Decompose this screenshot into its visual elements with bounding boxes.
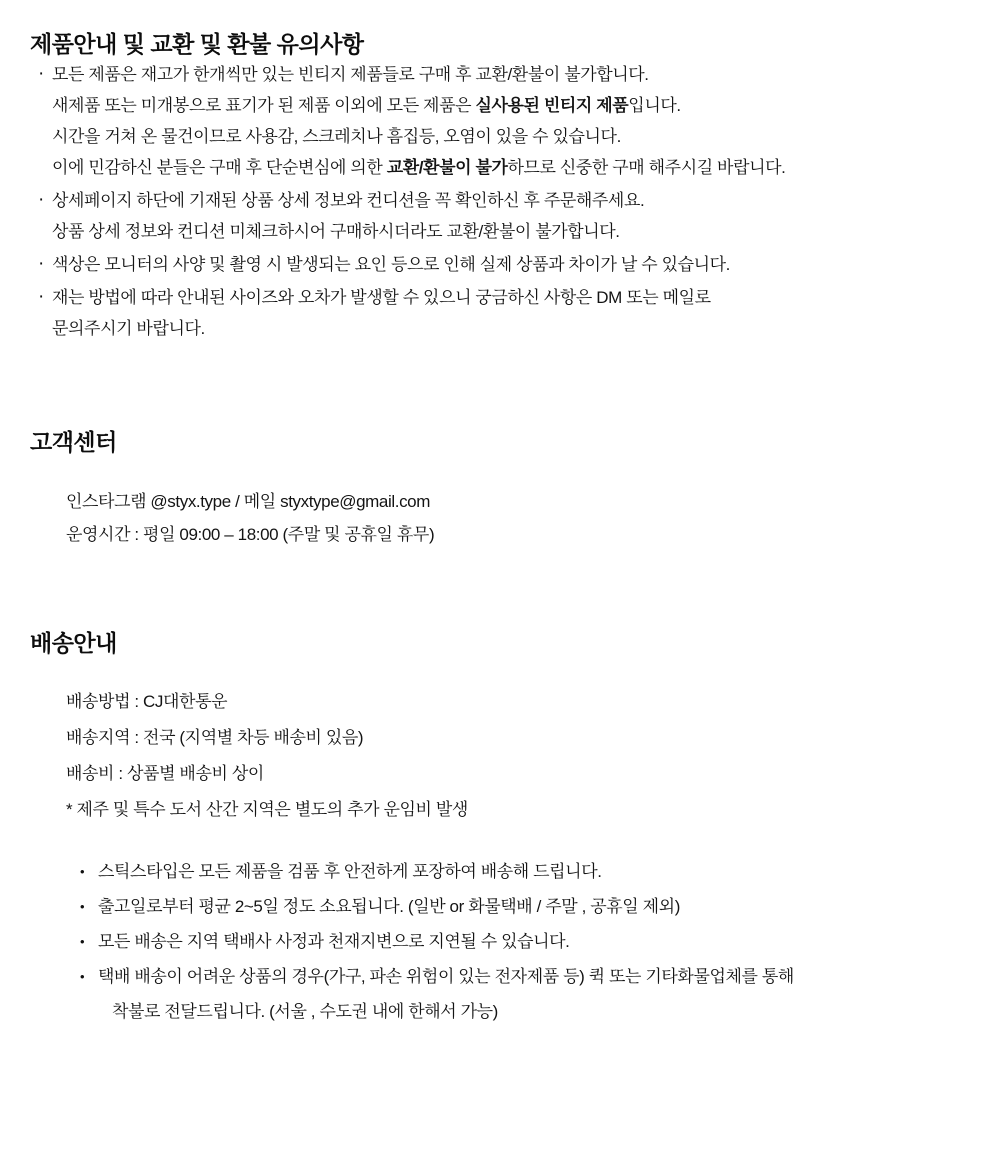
shipping-region: 배송지역 : 전국 (지역별 차등 배송비 있음)	[66, 728, 364, 747]
customer-center-body	[30, 485, 970, 551]
customer-center-section	[30, 424, 970, 551]
shipping-section	[30, 625, 970, 1029]
list-item	[30, 249, 970, 280]
customer-center-contact: 인스타그램 @styx.type / 메일 styxtype@gmail.com	[66, 492, 430, 511]
notice-list	[30, 59, 970, 344]
shipping-bullet-line: • 출고일로부터 평균 2~5일 정도 소요됩니다. (일반 or 화물택배 / 주말 , 공휴일 제외)	[98, 897, 680, 916]
shipping-bullet-line: • 택배 배송이 어려운 상품의 경우(가구, 파손 위험이 있는 전자제품 등) 퀵 또는 기타화물업체를 통해	[98, 967, 794, 986]
notice-line: · 상세페이지 하단에 기재된 상품 상세 정보와 컨디션을 꼭 확인하신 후 주문해주세요.	[52, 191, 645, 210]
notice-line-post: 입니다.	[628, 96, 681, 115]
list-item	[78, 924, 970, 959]
notice-line-pre: 이에 민감하신 분들은 구매 후 단순변심에 의한	[52, 158, 387, 177]
notice-line	[52, 90, 970, 121]
shipping-bullet-line: 착불로 전달드립니다. (서울 , 수도권 내에 한해서 가능)	[112, 1002, 498, 1021]
notice-line: 상품 상세 정보와 컨디션 미체크하시어 구매하시더라도 교환/환불이 불가합니다.	[52, 222, 620, 241]
shipping-extra-fee-note: * 제주 및 특수 도서 산간 지역은 별도의 추가 운임비 발생	[66, 800, 468, 819]
notice-line: 문의주시기 바랍니다.	[52, 319, 205, 338]
notice-title: 제품안내 및 교환 및 환불 유의사항	[30, 31, 364, 57]
list-item	[78, 854, 970, 889]
list-item	[30, 59, 970, 183]
notice-line-emphasis: 실사용된 빈티지 제품	[475, 96, 629, 115]
notice-line-emphasis: 교환/환불이 불가	[386, 158, 508, 177]
notice-line: · 모든 제품은 재고가 한개씩만 있는 빈티지 제품들로 구매 후 교환/환불이 불가합니다.	[52, 65, 649, 84]
notice-line-post: 하므로 신중한 구매 해주시길 바랍니다.	[507, 158, 786, 177]
shipping-bullet-line: • 스틱스타입은 모든 제품을 검품 후 안전하게 포장하여 배송해 드립니다.	[98, 862, 602, 881]
notice-section	[30, 26, 970, 344]
spacer	[30, 346, 970, 424]
shipping-fee: 배송비 : 상품별 배송비 상이	[66, 764, 264, 783]
list-item	[78, 959, 970, 1029]
spacer	[30, 551, 970, 625]
shipping-bullet-line: • 모든 배송은 지역 택배사 사정과 천재지변으로 지연될 수 있습니다.	[98, 932, 570, 951]
notice-line-pre: 새제품 또는 미개봉으로 표기가 된 제품 이외에 모든 제품은	[52, 96, 476, 115]
customer-center-title: 고객센터	[30, 429, 117, 455]
notice-line	[52, 152, 970, 183]
notice-line: · 재는 방법에 따라 안내된 사이즈와 오차가 발생할 수 있으니 궁금하신 사항은 DM 또는 메일로	[52, 288, 711, 307]
customer-center-hours: 운영시간 : 평일 09:00 – 18:00 (주말 및 공휴일 휴무)	[66, 525, 435, 544]
shipping-bullet-list	[30, 854, 970, 1029]
shipping-method: 배송방법 : CJ대한통운	[66, 692, 228, 711]
notice-line: · 색상은 모니터의 사양 및 촬영 시 발생되는 요인 등으로 인해 실제 상품과 차이가 날 수 있습니다.	[52, 255, 731, 274]
list-item	[30, 282, 970, 344]
list-item	[30, 185, 970, 247]
shipping-details	[30, 684, 970, 828]
shipping-title: 배송안내	[30, 630, 117, 656]
notice-line: 시간을 거쳐 온 물건이므로 사용감, 스크레치나 흠집등, 오염이 있을 수 있습니다.	[52, 127, 621, 146]
list-item	[78, 889, 970, 924]
